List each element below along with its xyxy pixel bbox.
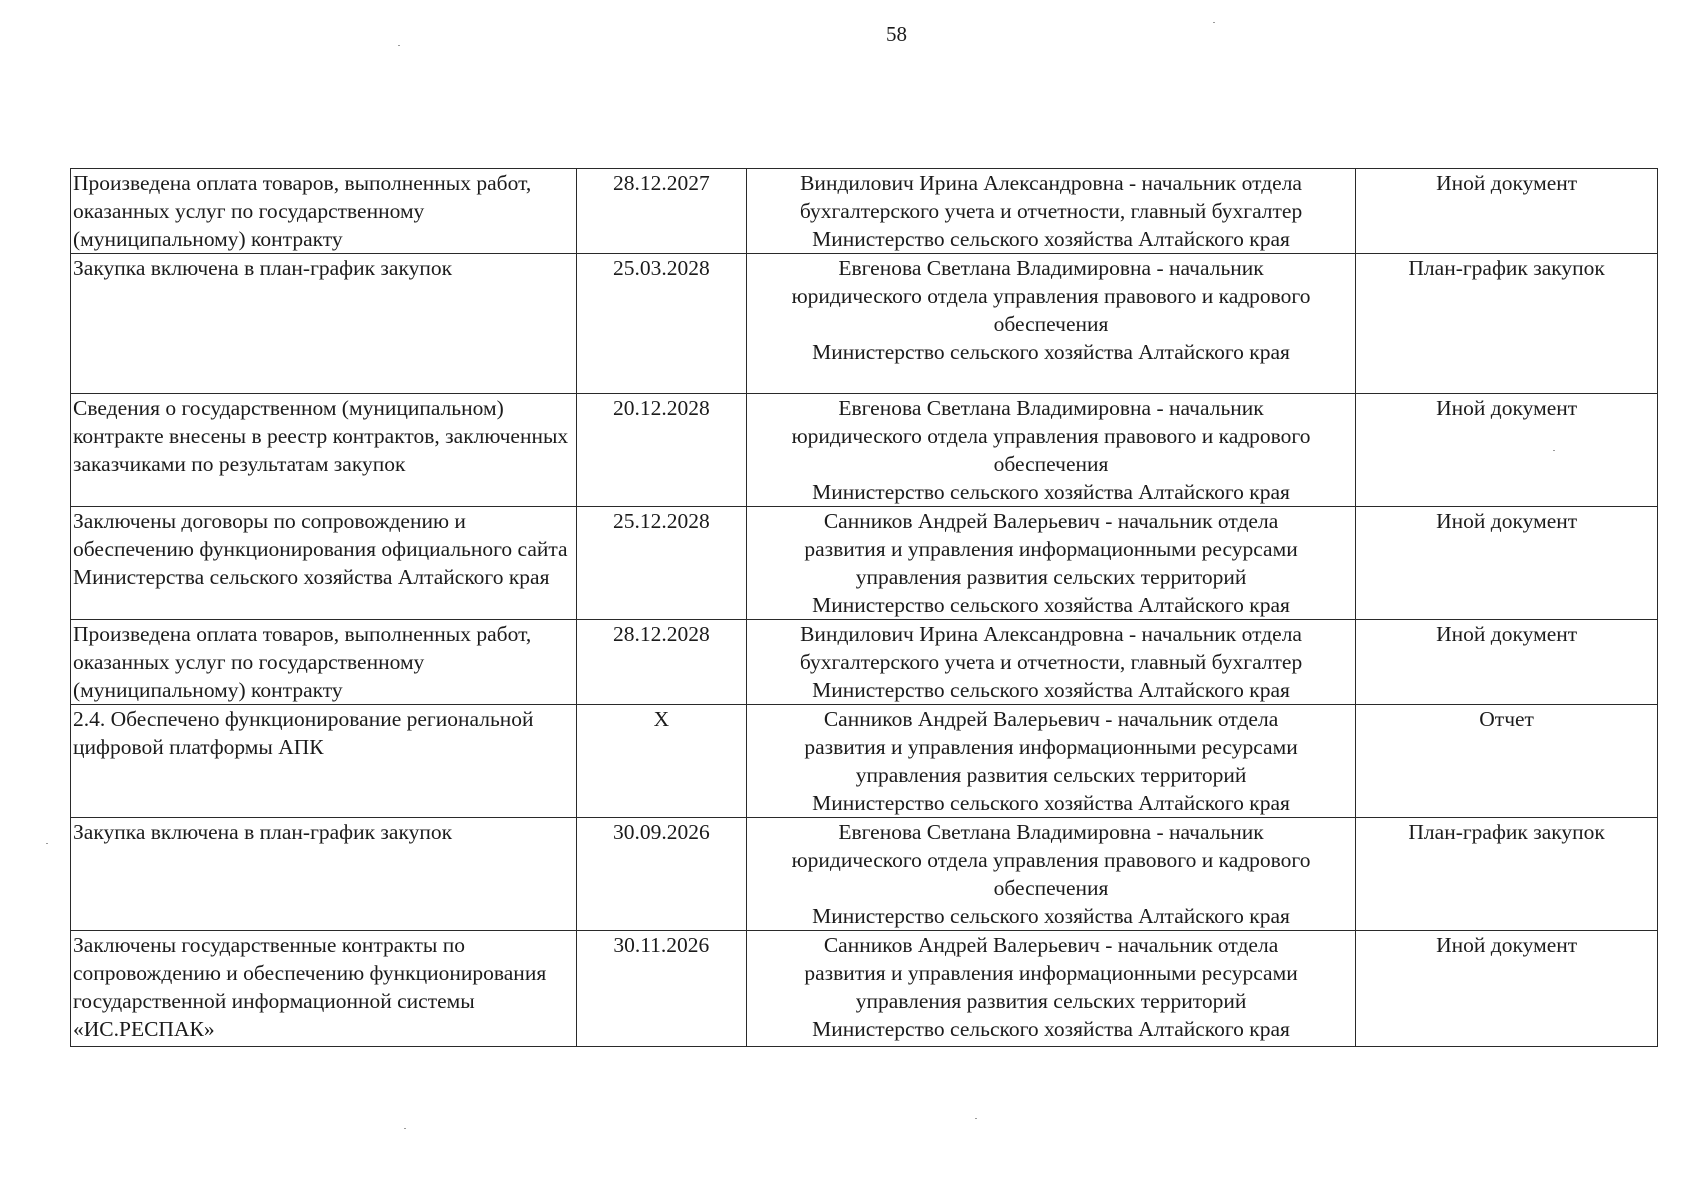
responsible-line: Виндилович Ирина Александровна - начальник отдела: [800, 622, 1302, 646]
responsible-line: юридического отдела управления правового и кадрового: [791, 848, 1311, 872]
responsible-line: Министерство сельского хозяйства Алтайского края: [812, 791, 1290, 815]
responsible-line: юридического отдела управления правового и кадрового: [791, 424, 1311, 448]
date-cell: 20.12.2028: [576, 394, 746, 507]
responsible-line: развития и управления информационными ресурсами: [804, 961, 1298, 985]
event-cell: Закупка включена в план-график закупок: [71, 818, 577, 931]
responsible-line: Министерство сельского хозяйства Алтайского края: [812, 678, 1290, 702]
document-type-cell: Отчет: [1356, 705, 1658, 818]
responsible-line: Евгенова Светлана Владимировна - начальник: [838, 820, 1264, 844]
responsible-line: управления развития сельских территорий: [855, 989, 1247, 1013]
responsible-line: Евгенова Светлана Владимировна - начальник: [838, 256, 1264, 280]
table-row: [71, 931, 1658, 1047]
document-type-cell: Иной документ: [1356, 620, 1658, 705]
responsible-line: Санников Андрей Валерьевич - начальник отдела: [823, 509, 1279, 533]
table-row: [71, 394, 1658, 507]
responsible-cell: [746, 507, 1355, 620]
responsible-cell: [746, 254, 1355, 394]
responsible-line: развития и управления информационными ресурсами: [804, 735, 1298, 759]
document-type-cell: План-график закупок: [1356, 254, 1658, 394]
responsible-line: обеспечения: [993, 312, 1109, 336]
scan-speck: [1213, 22, 1215, 23]
responsible-line: Министерство сельского хозяйства Алтайского края: [812, 340, 1290, 364]
event-cell: 2.4. Обеспечено функционирование региональной цифровой платформы АПК: [71, 705, 577, 818]
table-row: [71, 169, 1658, 254]
table-row: [71, 254, 1658, 394]
scan-speck: [46, 843, 48, 844]
responsible-line: Министерство сельского хозяйства Алтайского края: [812, 480, 1290, 504]
responsible-line: юридического отдела управления правового и кадрового: [791, 284, 1311, 308]
table-row: [71, 818, 1658, 931]
responsible-line: управления развития сельских территорий: [855, 763, 1247, 787]
responsible-cell: [746, 394, 1355, 507]
responsible-cell: [746, 620, 1355, 705]
table-row: [71, 620, 1658, 705]
responsible-line: Виндилович Ирина Александровна - начальник отдела: [800, 171, 1302, 195]
document-type-cell: Иной документ: [1356, 931, 1658, 1047]
responsible-line: бухгалтерского учета и отчетности, главный бухгалтер: [799, 650, 1303, 674]
responsible-line: бухгалтерского учета и отчетности, главный бухгалтер: [799, 199, 1303, 223]
responsible-line: Министерство сельского хозяйства Алтайского края: [812, 1017, 1290, 1041]
date-cell: 30.11.2026: [576, 931, 746, 1047]
responsible-line: Министерство сельского хозяйства Алтайского края: [812, 904, 1290, 928]
responsible-cell: [746, 169, 1355, 254]
responsible-cell: [746, 705, 1355, 818]
responsible-line: развития и управления информационными ресурсами: [804, 537, 1298, 561]
event-cell: Закупка включена в план-график закупок: [71, 254, 577, 394]
scan-speck: [398, 45, 400, 46]
control-points-table: [70, 168, 1658, 1047]
document-type-cell: Иной документ: [1356, 394, 1658, 507]
scan-speck: [1553, 450, 1555, 451]
page-number: 58: [886, 22, 907, 46]
scan-speck: [975, 1118, 977, 1119]
event-cell: Заключены договоры по сопровождению и обеспечению функционирования официального сайта Министерства сельского хозяйства Алтайского края: [71, 507, 577, 620]
date-cell: 28.12.2028: [576, 620, 746, 705]
date-cell: 25.12.2028: [576, 507, 746, 620]
scan-speck: [404, 1128, 406, 1129]
responsible-line: Министерство сельского хозяйства Алтайского края: [812, 227, 1290, 251]
table-row: [71, 507, 1658, 620]
date-cell: 25.03.2028: [576, 254, 746, 394]
date-cell: X: [576, 705, 746, 818]
event-cell: Произведена оплата товаров, выполненных работ, оказанных услуг по государственному (муниципальному) контракту: [71, 620, 577, 705]
event-cell: Сведения о государственном (муниципальном) контракте внесены в реестр контрактов, заключенных заказчиками по результатам закупок: [71, 394, 577, 507]
responsible-line: Санников Андрей Валерьевич - начальник отдела: [823, 933, 1279, 957]
date-cell: 30.09.2026: [576, 818, 746, 931]
date-cell: 28.12.2027: [576, 169, 746, 254]
responsible-cell: [746, 931, 1355, 1047]
responsible-line: обеспечения: [993, 876, 1109, 900]
document-type-cell: План-график закупок: [1356, 818, 1658, 931]
responsible-line: Евгенова Светлана Владимировна - начальник: [838, 396, 1264, 420]
table-row: [71, 705, 1658, 818]
responsible-line: управления развития сельских территорий: [855, 565, 1247, 589]
document-type-cell: Иной документ: [1356, 507, 1658, 620]
responsible-line: обеспечения: [993, 452, 1109, 476]
event-cell: Произведена оплата товаров, выполненных работ, оказанных услуг по государственному (муниципальному) контракту: [71, 169, 577, 254]
event-cell: Заключены государственные контракты по сопровождению и обеспечению функционирования государственной информационной системы «ИС.РЕСПАК»: [71, 931, 577, 1047]
responsible-line: Министерство сельского хозяйства Алтайского края: [812, 593, 1290, 617]
document-type-cell: Иной документ: [1356, 169, 1658, 254]
responsible-line: Санников Андрей Валерьевич - начальник отдела: [823, 707, 1279, 731]
responsible-cell: [746, 818, 1355, 931]
